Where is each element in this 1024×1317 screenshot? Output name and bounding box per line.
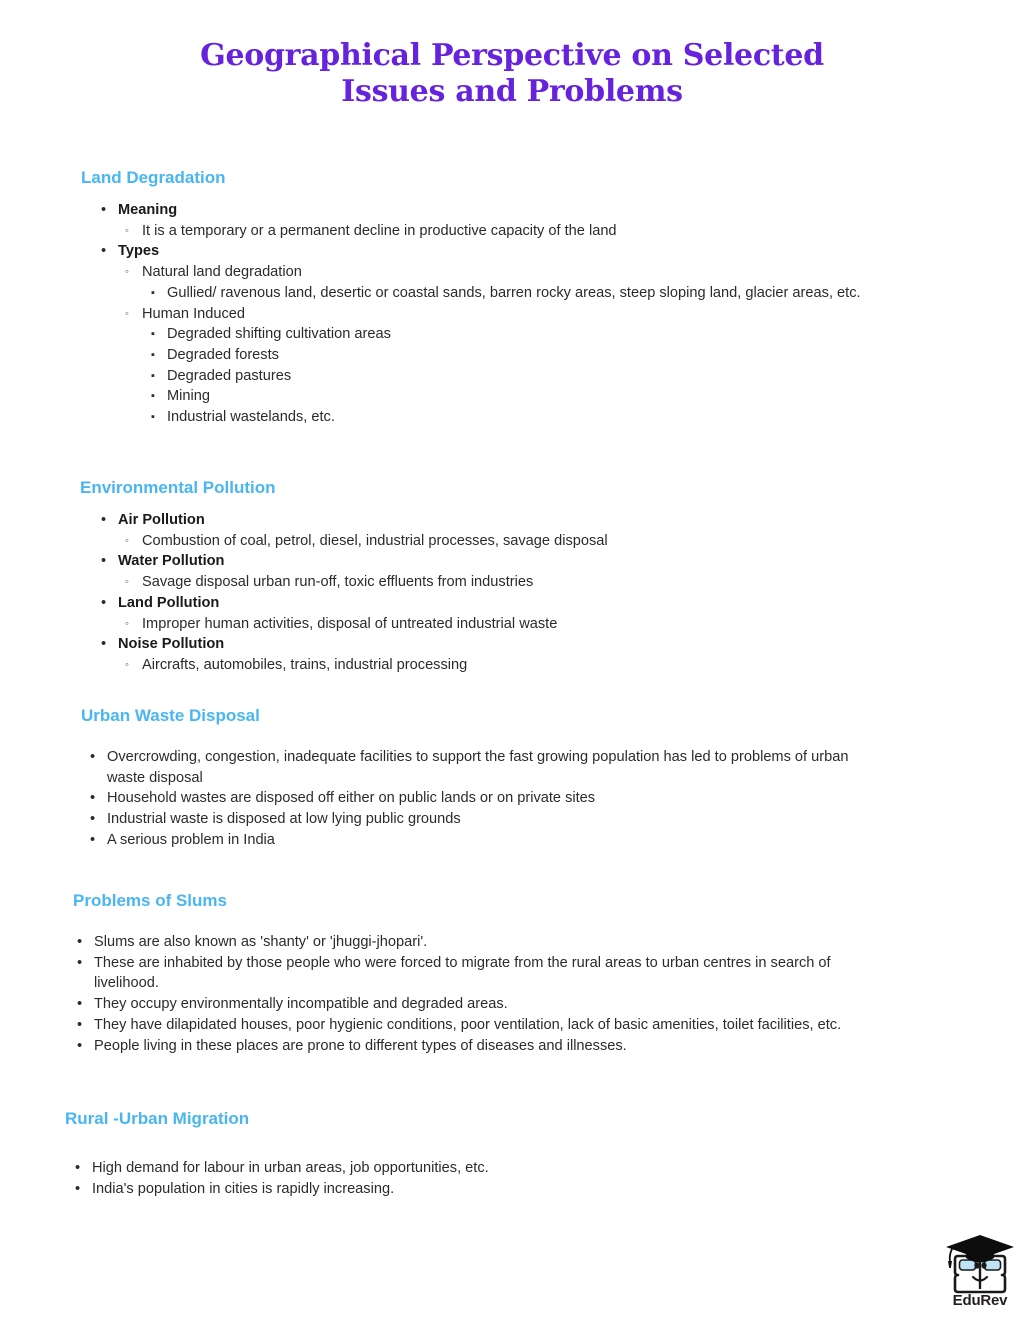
page-title xyxy=(0,38,1024,110)
list-item xyxy=(77,994,877,1015)
disc-bullet: • xyxy=(90,831,96,848)
list-item xyxy=(90,830,880,851)
list-item xyxy=(125,221,901,242)
list-item-label: Natural land degradation xyxy=(142,264,302,281)
circle-bullet: ◦ xyxy=(125,307,129,320)
disc-bullet: • xyxy=(101,553,107,570)
list-item xyxy=(77,1036,877,1057)
list-item-label: Industrial wastelands, etc. xyxy=(167,409,335,426)
square-bullet: ▪ xyxy=(151,411,155,424)
list-item xyxy=(101,200,901,221)
list-item xyxy=(151,324,901,345)
disc-bullet: • xyxy=(101,636,107,653)
disc-bullet: • xyxy=(77,1016,83,1033)
disc-bullet: • xyxy=(90,749,96,765)
list-item xyxy=(90,809,880,830)
list-item-label: Combustion of coal, petrol, diesel, industrial processes, savage disposal xyxy=(142,532,608,549)
disc-bullet: • xyxy=(75,1180,81,1197)
circle-bullet: ◦ xyxy=(125,266,129,279)
list-item xyxy=(75,1158,875,1179)
list-item-label: Air Pollution xyxy=(118,512,205,528)
list-item xyxy=(125,262,901,283)
list-item xyxy=(101,510,901,531)
list-item-label: Savage disposal urban run-off, toxic effluents from industries xyxy=(142,574,534,591)
list-item xyxy=(125,655,901,676)
list-item-label: Gullied/ ravenous land, desertic or coastal sands, barren rocky areas, steep sloping land, glacier areas, etc. xyxy=(167,284,861,301)
list-item xyxy=(125,614,901,635)
section-heading-rural-urban-migration: Rural -Urban Migration xyxy=(65,1109,250,1128)
list-item xyxy=(101,241,901,262)
list-item-label: Household wastes are disposed off either on public lands or on private sites xyxy=(107,790,596,807)
list-item xyxy=(125,304,901,325)
list-item-label: Degraded shifting cultivation areas xyxy=(167,326,391,343)
disc-bullet: • xyxy=(101,594,107,611)
list-item-label: Industrial waste is disposed at low lying public grounds xyxy=(107,811,461,828)
circle-bullet: ◦ xyxy=(125,617,129,630)
disc-bullet: • xyxy=(101,512,107,528)
disc-bullet: • xyxy=(77,954,83,971)
list-item xyxy=(125,531,901,552)
list-item-label: Degraded pastures xyxy=(167,367,292,384)
list-item-label: Mining xyxy=(167,388,210,405)
disc-bullet: • xyxy=(101,202,107,218)
edurev-brand-text: EduRev xyxy=(952,1292,1008,1309)
list-item-label: Land Pollution xyxy=(118,594,220,611)
section-heading-problems-of-slums: Problems of Slums xyxy=(73,891,227,910)
list-item xyxy=(75,1179,875,1200)
list-item-label: Human Induced xyxy=(142,305,246,322)
section-heading-land-degradation: Land Degradation xyxy=(81,168,226,187)
list-item-label: These are inhabited by those people who were forced to migrate from the rural areas to urban centres in search of livelihood. xyxy=(94,954,831,992)
list-item-label: Overcrowding, congestion, inadequate facilities to support the fast growing population has led to problems of urban waste disposal xyxy=(107,749,849,786)
list-item xyxy=(77,932,877,953)
list-item-label: India's population in cities is rapidly increasing. xyxy=(92,1180,395,1197)
list-item xyxy=(101,634,901,655)
disc-bullet: • xyxy=(90,811,96,828)
list-item-label: They occupy environmentally incompatible and degraded areas. xyxy=(94,996,508,1013)
disc-bullet: • xyxy=(77,934,83,950)
section-list-rural-urban-migration xyxy=(75,1158,875,1199)
edurev-logo-icon xyxy=(944,1232,1016,1294)
disc-bullet: • xyxy=(77,996,83,1013)
list-item-label: Types xyxy=(118,243,160,260)
list-item xyxy=(101,593,901,614)
disc-bullet: • xyxy=(75,1160,81,1176)
list-item-label: They have dilapidated houses, poor hygienic conditions, poor ventilation, lack of basic amenities, toilet facilities, etc. xyxy=(94,1016,842,1033)
list-item xyxy=(77,953,877,994)
circle-bullet: ◦ xyxy=(125,224,129,237)
square-bullet: ▪ xyxy=(151,369,155,382)
list-item xyxy=(90,788,880,809)
list-item-label: Aircrafts, automobiles, trains, industrial processing xyxy=(142,656,468,673)
page-title-line-2: Issues and Problems xyxy=(341,74,683,109)
list-item-label: A serious problem in India xyxy=(107,831,275,848)
square-bullet: ▪ xyxy=(151,348,155,361)
list-item xyxy=(151,386,901,407)
list-item-label: Slums are also known as 'shanty' or 'jhuggi-jhopari'. xyxy=(94,934,428,950)
list-item xyxy=(90,747,880,788)
list-item xyxy=(77,1015,877,1036)
section-heading-urban-waste-disposal: Urban Waste Disposal xyxy=(81,706,260,725)
disc-bullet: • xyxy=(90,790,96,807)
section-list-land-degradation xyxy=(101,200,901,428)
square-bullet: ▪ xyxy=(151,390,155,403)
square-bullet: ▪ xyxy=(151,328,155,341)
disc-bullet: • xyxy=(101,243,107,260)
list-item xyxy=(151,366,901,387)
edurev-watermark xyxy=(944,1232,1016,1312)
list-item xyxy=(151,407,901,428)
list-item-label: Meaning xyxy=(118,202,178,218)
section-list-problems-of-slums xyxy=(77,932,877,1056)
list-item-label: Improper human activities, disposal of untreated industrial waste xyxy=(142,615,558,632)
list-item-label: People living in these places are prone to different types of diseases and illnesses. xyxy=(94,1037,627,1054)
section-list-urban-waste-disposal xyxy=(90,747,880,851)
list-item xyxy=(101,551,901,572)
page-title-line-1: Geographical Perspective on Selected xyxy=(200,38,824,73)
section-heading-environmental-pollution: Environmental Pollution xyxy=(80,478,276,497)
circle-bullet: ◦ xyxy=(125,576,129,589)
list-item-label: High demand for labour in urban areas, job opportunities, etc. xyxy=(92,1160,489,1176)
list-item-label: Degraded forests xyxy=(167,346,279,363)
list-item-label: It is a temporary or a permanent decline in productive capacity of the land xyxy=(142,222,617,239)
circle-bullet: ◦ xyxy=(125,534,129,547)
section-list-environmental-pollution xyxy=(101,510,901,676)
list-item xyxy=(151,345,901,366)
square-bullet: ▪ xyxy=(151,286,155,299)
list-item xyxy=(125,572,901,593)
list-item xyxy=(151,283,901,304)
disc-bullet: • xyxy=(77,1037,83,1054)
circle-bullet: ◦ xyxy=(125,658,129,671)
list-item-label: Noise Pollution xyxy=(118,636,225,653)
list-item-label: Water Pollution xyxy=(118,553,225,570)
